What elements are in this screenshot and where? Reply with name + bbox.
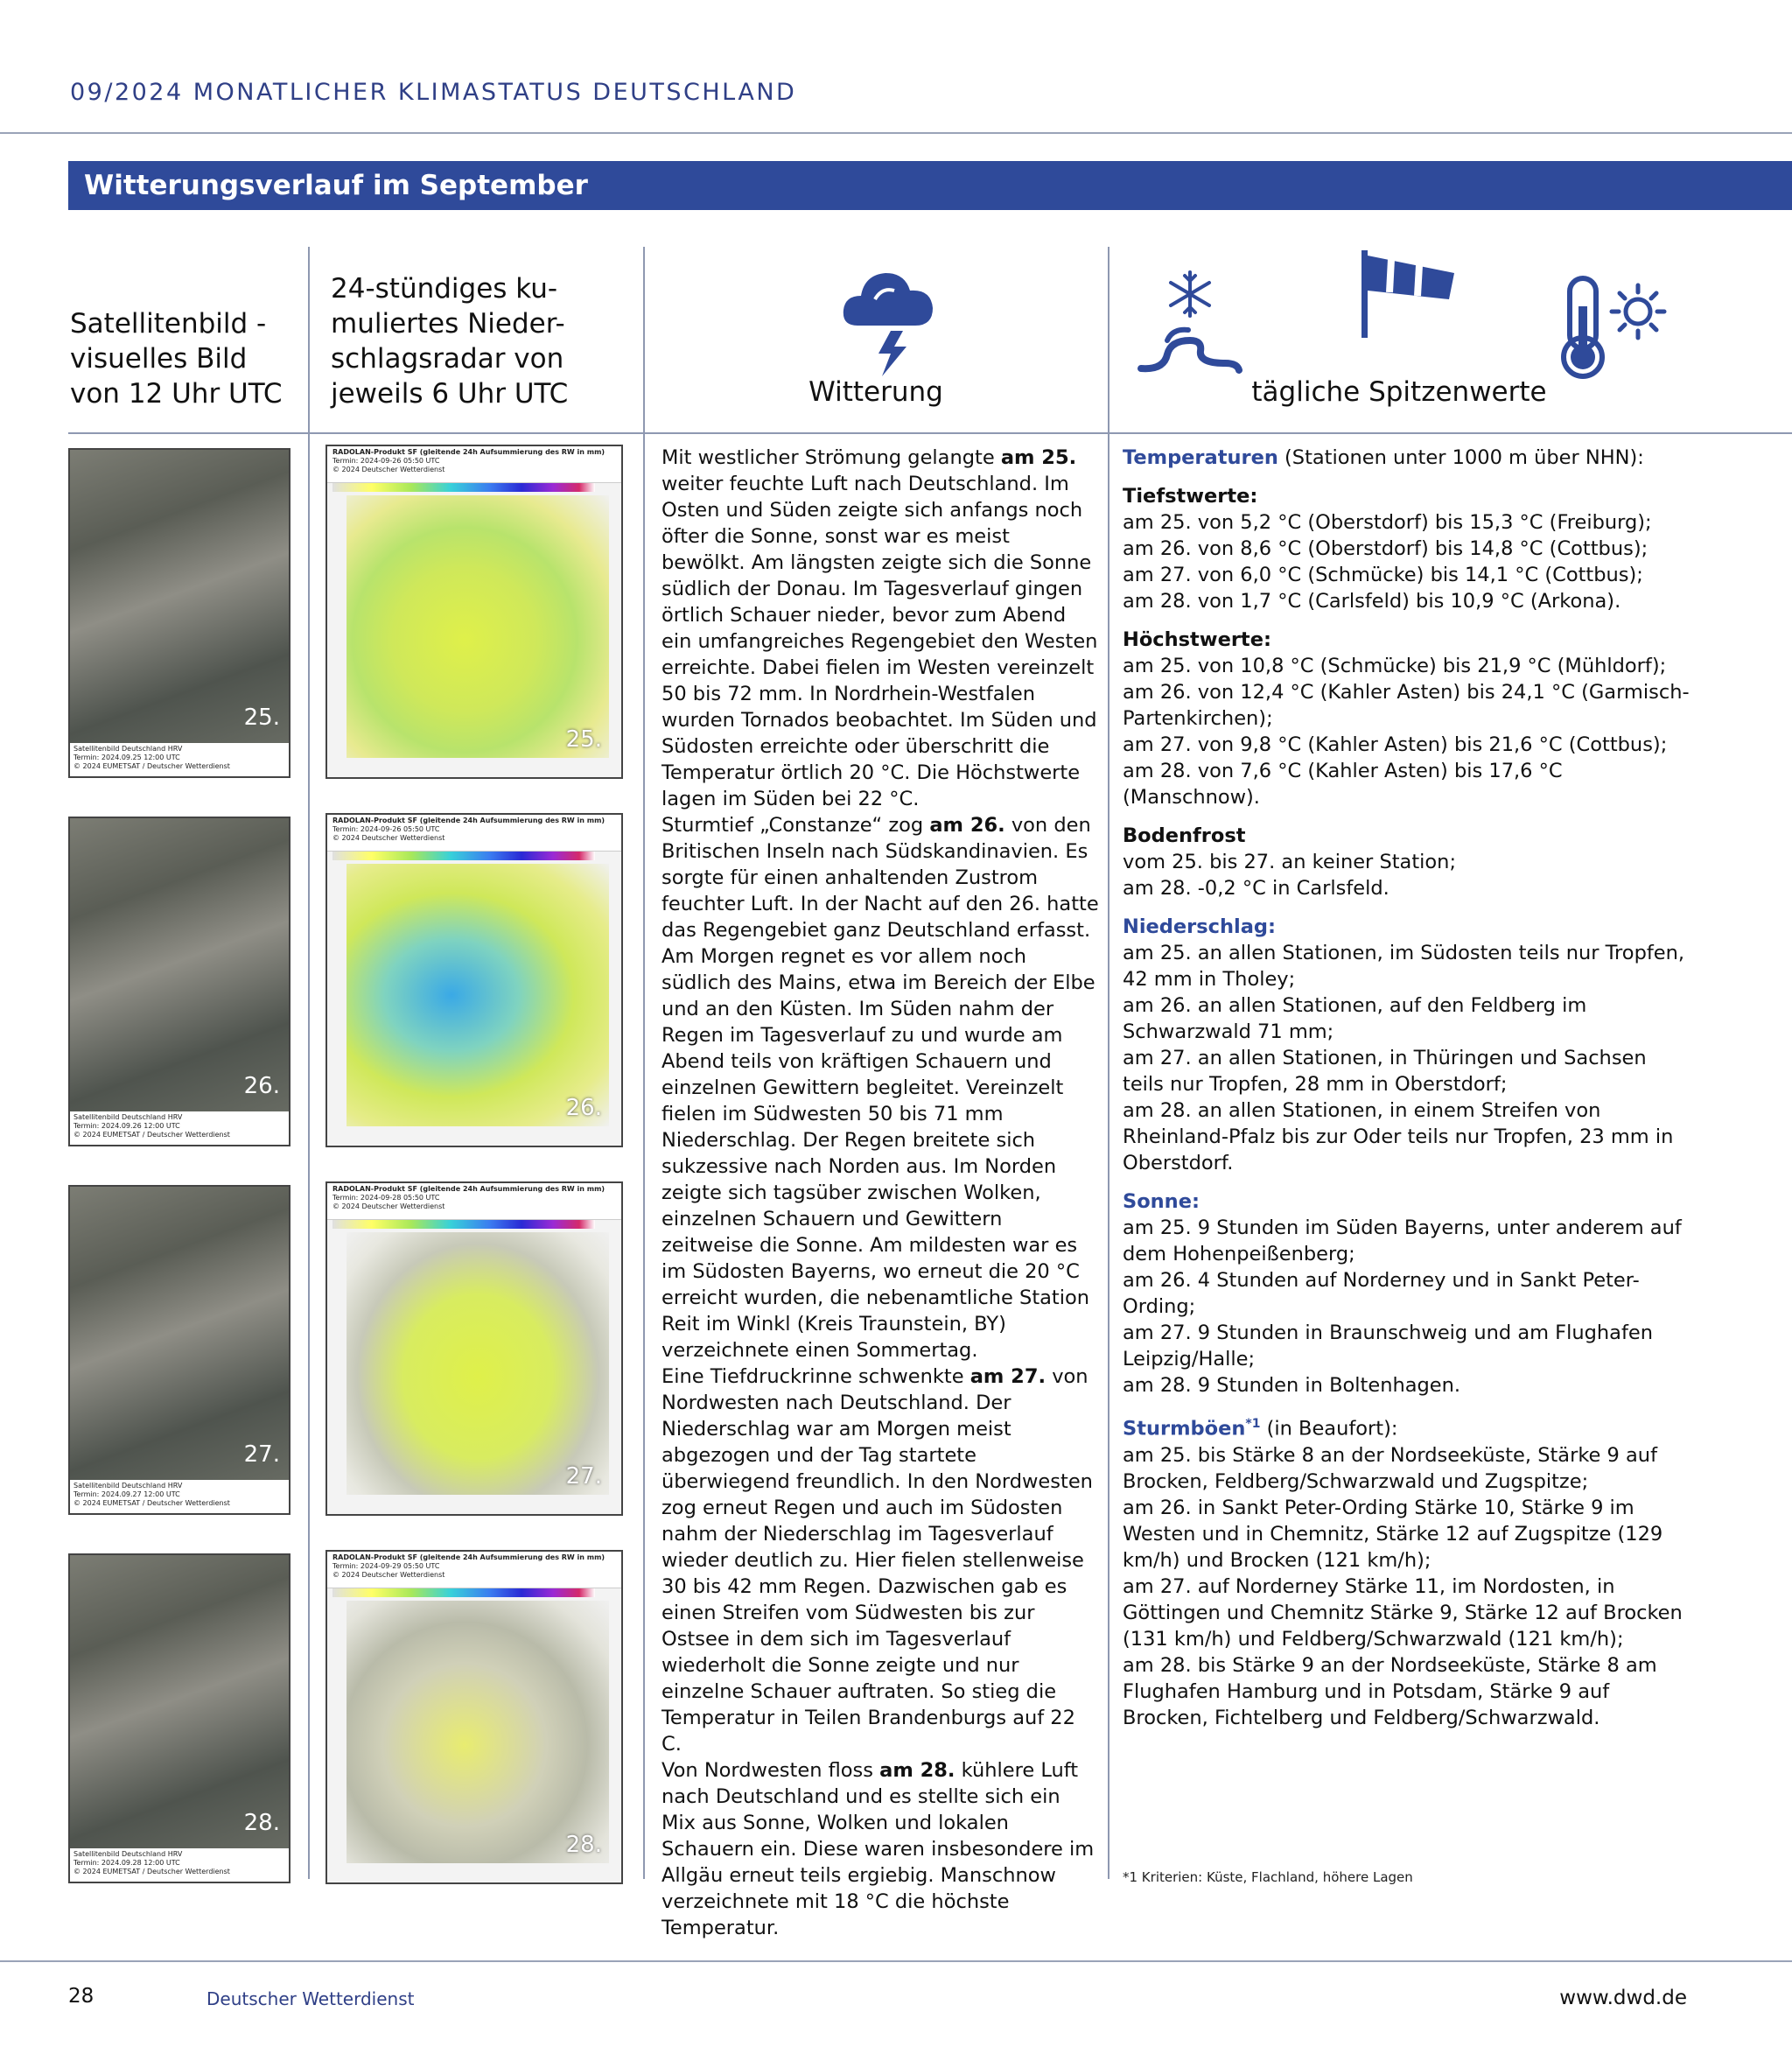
thermometer-sun-icon (1558, 271, 1671, 381)
satellite-image-25 (68, 448, 290, 778)
day-label: 28. (243, 1810, 280, 1836)
max-temperature-section: Höchstwerte: am 25. von 10,8 °C (Schmücke) bis 21,9 °C (Mühldorf); am 26. von 12,4 °C (Kahler Asten) bis 24,1 °C (Garmisch-Partenkirchen); am 27. von 9,8 °C (Kahler Asten) bis 21,6 °C (Cottbus); am 28. von 7,6 °C (Kahler Asten) bis 17,6 °C (Manschnow). (1123, 628, 1690, 809)
radar-image-28 (326, 1550, 623, 1884)
precipitation-section: Niederschlag: am 25. an allen Stationen, im Südosten teils nur Tropfen, 42 mm in Tholey; am 26. an allen Stationen, auf den Feldberg im Schwarzwald 71 mm; am 27. an allen Stationen, in Thüringen und Sachsen teils nur Tropfen, 28 mm in Oberstdorf; am 28. an allen Stationen, in einem Streifen von Rheinland-Pfalz bis zur Oder teils nur Tropfen, 23 mm in Oberstdorf. (1123, 915, 1685, 1174)
column-divider-3 (1108, 247, 1110, 1879)
radar-image-25 (326, 445, 623, 779)
day-label: 26. (565, 1095, 602, 1121)
column-divider-1 (308, 247, 310, 1879)
satellite-caption: Satellitenbild Deutschland HRV Termin: 2024.09.27 12:00 UTC © 2024 EUMETSAT / Deutscher Wetterdienst (70, 1480, 289, 1513)
radar-color-scale (332, 852, 595, 860)
ground-frost-section: Bodenfrost vom 25. bis 27. an keiner Station; am 28. -0,2 °C in Carlsfeld. (1123, 824, 1457, 900)
header-row-divider (68, 432, 1792, 434)
day-label: 25. (565, 726, 602, 753)
satellite-image-28 (68, 1553, 290, 1883)
thunderstorm-cloud-icon (840, 256, 936, 378)
col-head-peaks: tägliche Spitzenwerte (1251, 376, 1547, 408)
footer-divider (0, 1960, 1792, 1962)
website-link[interactable]: www.dwd.de (1559, 1987, 1687, 2009)
day-label: 27. (243, 1441, 280, 1468)
col-head-weather: Witterung (808, 376, 943, 408)
page-header-title: 09/2024 MONATLICHER KLIMASTATUS DEUTSCHLAND (70, 79, 797, 106)
temperature-section: Temperaturen (Stationen unter 1000 m über NHN): (1123, 446, 1644, 469)
radar-caption: RADOLAN-Produkt SF (gleitende 24h Aufsummierung des RW in mm) Termin: 2024-09-29 05:50 UTC © 2024 Deutscher Wetterdienst (327, 1552, 621, 1588)
radar-caption: RADOLAN-Produkt SF (gleitende 24h Aufsummierung des RW in mm) Termin: 2024-09-26 05:50 UTC © 2024 Deutscher Wetterdienst (327, 815, 621, 852)
radar-image-27 (326, 1181, 623, 1516)
radar-color-scale (332, 1588, 595, 1597)
radar-caption: RADOLAN-Produkt SF (gleitende 24h Aufsummierung des RW in mm) Termin: 2024-09-26 05:50 UTC © 2024 Deutscher Wetterdienst (327, 446, 621, 483)
radar-map (346, 1232, 609, 1495)
weather-description: Mit westlicher Strömung gelangte am 25. weiter feuchte Luft nach Deutschland. Im Osten und Süden zeigte sich anfangs noch öfter die Sonne, sonst war es meist bewölkt. Am längsten zeigte sich die Sonne südlich der Donau. Im Tagesverlauf gingen örtlich Schauer nieder, bevor zum Abend ein umfangreiches Regengebiet den Westen erreichte. Dabei fielen im Westen vereinzelt 50 bis 72 mm. In Nordrhein-Westfalen wurden Tornados beobachtet. Im Süden und Südosten erreichte oder überschritt die Temperatur örtlich 20 °C. Die Höchstwerte lagen im Süden bei 22 °C. Sturmtief „Constanze“ zog am 26. von den Britischen Inseln nach Südskandinavien. Es sorgte für einen anhaltenden Zustrom feuchter Luft. In der Nacht auf den 26. hatte das Regengebiet ganz Deutschland erfasst. Am Morgen regnet es vor allem noch südlich des Mains, etwa im Bereich der Elbe und an den Küsten. Im Süden nahm der Regen im Tagesverlauf zu und wurde am Abend teils von kräftigen Schauern und einzelnen Gewittern begleitet. Vereinzelt fielen im Südwesten 50 bis 71 mm Niederschlag. Der Regen breitete sich sukzessive nach Norden aus. Im Norden zeigte sich tagsüber zwischen Wolken, einzelnen Schauern und Gewittern zeitweise die Sonne. Am mildesten war es im Südosten Bayerns, wo erneut die 20 °C erreicht wurden, die nebenamtliche Station Reit im Winkl (Kreis Traunstein, BY) verzeichnete einen Sommertag. Eine Tiefdruckrinne schwenkte am 27. von Nordwesten nach Deutschland. Der Niederschlag war am Morgen meist abgezogen und der Tag startete überwiegend freundlich. In den Nordwesten zog erneut Regen und auch im Südosten nahm der Niederschlag im Tagesverlauf wieder deutlich zu. Hier fielen stellenweise 30 bis 42 mm Regen. Dazwischen gab es einen Streifen vom Südwesten bis zur Ostsee in dem sich im Tagesverlauf wiederholt die Sonne zeigte und nur einzelne Schauer auftraten. So stieg die Temperatur in Teilen Brandenburgs auf 22 C. Von Nordwesten floss am 28. kühlere Luft nach Deutschland und es stellte sich ein Mix aus Sonne, Wolken und lokalen Schauern ein. Diese waren insbesondere im Allgäu erneut teils ergiebig. Manschnow verzeichnete mit 18 °C die höchste Temperatur. (662, 446, 1099, 1939)
day-label: 28. (565, 1832, 602, 1858)
windsock-icon (1356, 245, 1461, 341)
day-label: 26. (243, 1073, 280, 1099)
page-number: 28 (68, 1985, 94, 2008)
satellite-image-27 (68, 1185, 290, 1515)
radar-color-scale (332, 1220, 595, 1229)
radar-map (346, 864, 609, 1126)
radar-image-26 (326, 813, 623, 1147)
column-divider-2 (643, 247, 645, 1879)
radar-map (346, 1601, 609, 1863)
gust-section: Sturmböen$^{*1}$ (in Beaufort): am 25. bis Stärke 8 an der Nordseeküste, Stärke 9 auf Brocken, Feldberg/Schwarzwald und Zugspitze; am 26. in Sankt Peter-Ording Stärke 10, Stärke 9 im Westen und in Chemnitz, Stärke 12 auf Zugspitze (129 km/h) und Brocken (121 km/h); am 27. auf Norderney Stärke 11, im Nordosten, in Göttingen und Chemnitz Stärke 9, Stärke 12 auf Brocken (131 km/h) und Feldberg/Schwarzwald (121 km/h); am 28. bis Stärke 9 an der Nordseeküste, Stärke 8 am Flughafen Hamburg und in Potsdam, Stärke 9 auf Brocken, Fichtelberg und Feldberg/Schwarzwald. (1123, 1417, 1683, 1729)
sunshine-section: Sonne: am 25. 9 Stunden im Süden Bayerns, unter anderem auf dem Hohenpeißenberg; am 26. 4 Stunden auf Norderney und in Sankt Peter-Ording; am 27. 9 Stunden in Braunschweig und am Flughafen Leipzig/Halle; am 28. 9 Stunden in Boltenhagen. (1123, 1190, 1682, 1397)
footnote: *1 Kriterien: Küste, Flachland, höhere Lagen (1123, 1869, 1413, 1885)
radar-map (346, 495, 609, 758)
min-temperature-section: Tiefstwerte: am 25. von 5,2 °C (Oberstdorf) bis 15,3 °C (Freiburg); am 26. von 8,6 °C (Oberstdorf) bis 14,8 °C (Cottbus); am 27. von 6,0 °C (Schmücke) bis 14,1 °C (Cottbus); am 28. von 1,7 °C (Carlsfeld) bis 10,9 °C (Arkona). (1123, 485, 1652, 613)
radar-caption: RADOLAN-Produkt SF (gleitende 24h Aufsummierung des RW in mm) Termin: 2024-09-28 05:50 UTC © 2024 Deutscher Wetterdienst (327, 1183, 621, 1220)
section-banner: Witterungsverlauf im September (68, 161, 1792, 210)
header-divider (0, 132, 1792, 134)
day-label: 27. (565, 1463, 602, 1490)
peak-values (1123, 445, 1690, 1743)
col-head-satellite: Satellitenbild - visuelles Bild von 12 Uhr UTC (70, 308, 283, 410)
snowflake-road-icon (1138, 267, 1242, 376)
publisher: Deutscher Wetterdienst (206, 1988, 415, 2009)
satellite-image-26 (68, 817, 290, 1146)
day-label: 25. (243, 705, 280, 731)
satellite-caption: Satellitenbild Deutschland HRV Termin: 2024.09.28 12:00 UTC © 2024 EUMETSAT / Deutscher Wetterdienst (70, 1848, 289, 1882)
satellite-caption: Satellitenbild Deutschland HRV Termin: 2024.09.26 12:00 UTC © 2024 EUMETSAT / Deutscher Wetterdienst (70, 1111, 289, 1145)
satellite-caption: Satellitenbild Deutschland HRV Termin: 2024.09.25 12:00 UTC © 2024 EUMETSAT / Deutscher Wetterdienst (70, 743, 289, 776)
col-head-radar: 24-stündiges ku- muliertes Nieder- schlagsradar von jeweils 6 Uhr UTC (331, 273, 569, 410)
radar-color-scale (332, 483, 595, 492)
